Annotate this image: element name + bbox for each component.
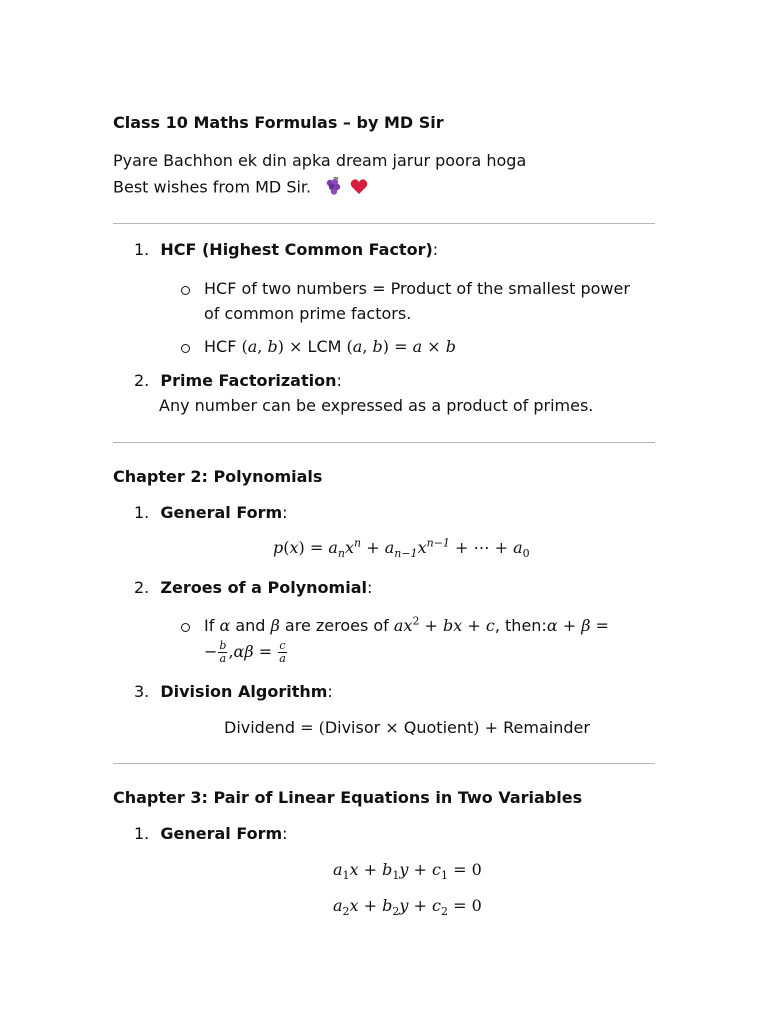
bullet-icon	[181, 623, 190, 632]
item-number: 1.	[134, 824, 150, 843]
item-number: 2.	[134, 578, 150, 597]
linear-general-form-label: General Form	[160, 824, 283, 843]
label-colon: :	[336, 371, 342, 390]
division-algorithm-item	[134, 682, 333, 701]
prime-factorization-label: Prime Factorization	[160, 371, 337, 390]
section-divider	[113, 763, 655, 764]
intro-line-2	[113, 177, 368, 199]
division-algorithm-label: Division Algorithm	[160, 682, 328, 701]
hcf-lcm-formula: HCF (a, b) × LCM (a, b) = a × b	[204, 337, 456, 356]
dividend-word: Dividend	[224, 718, 295, 737]
document-title: Class 10 Maths Formulas – by MD Sir	[113, 113, 444, 132]
label-colon: :	[366, 578, 373, 597]
and-word: and	[235, 616, 266, 635]
hcf-bullet-line-2: of common prime factors.	[204, 304, 412, 323]
divisor-word: Divisor	[324, 718, 381, 737]
then-text: , then:	[494, 616, 547, 635]
section-divider	[113, 223, 655, 224]
heart-emoji-icon	[350, 178, 368, 199]
polynomial-general-form-formula: $p(x) = a_nx^n + a_{n-1}x^{n-1}$ + ⋯ + $a_0$	[273, 536, 530, 561]
chapter-3-heading: Chapter 3: Pair of Linear Equations in Two Variables	[113, 788, 583, 807]
zeroes-formula-line-2: − $\frac{b}{a}$ ,αβ = $\frac{c}{a}$	[204, 639, 286, 665]
zeroes-label: Zeroes of a Polynomial	[160, 578, 367, 597]
prime-factorization-item	[134, 371, 342, 390]
grapes-emoji-icon	[324, 177, 342, 199]
bullet-icon	[181, 286, 190, 295]
chapter-2-heading: Chapter 2: Polynomials	[113, 467, 323, 486]
remainder-word: Remainder	[503, 718, 590, 737]
are-zeroes-text: are zeroes of	[284, 616, 389, 635]
intro-line-1: Pyare Bachhon ek din apka dream jarur poora hoga	[113, 151, 527, 170]
hcf-label: HCF (Highest Common Factor)	[160, 240, 433, 259]
hcf-item	[134, 240, 438, 259]
label-colon: :	[282, 503, 288, 522]
hcf-word: HCF	[204, 337, 237, 356]
lcm-word: LCM	[307, 337, 342, 356]
linear-equation-2: $a_2x + b_2y + c_2 = 0$	[333, 896, 482, 919]
division-algorithm-formula: Dividend = (Divisor × Quotient) + Remainder	[224, 718, 590, 737]
section-divider	[113, 442, 655, 443]
item-number: 1.	[134, 240, 150, 259]
zeroes-formula-line-1: If α and β are zeroes of $ax^2$ + bx + c, then:α + β =	[204, 614, 609, 635]
intro-line-2-text: Best wishes from MD Sir.	[113, 177, 312, 197]
hcf-bullet-line-1: HCF of two numbers = Product of the smallest power	[204, 279, 630, 298]
label-colon: :	[327, 682, 333, 701]
item-number: 1.	[134, 503, 150, 522]
zeroes-item	[134, 578, 372, 597]
label-colon: :	[432, 240, 439, 259]
general-form-label: General Form	[160, 503, 283, 522]
item-number: 2.	[134, 371, 150, 390]
linear-general-form-item	[134, 824, 288, 843]
item-number: 3.	[134, 682, 150, 701]
quotient-word: Quotient	[403, 718, 474, 737]
bullet-icon	[181, 344, 190, 353]
general-form-item	[134, 503, 288, 522]
prime-factorization-text: Any number can be expressed as a product of primes.	[159, 396, 594, 415]
if-word: If	[204, 616, 215, 635]
linear-equation-1: $a_1x + b_1y + c_1 = 0$	[333, 860, 482, 883]
label-colon: :	[282, 824, 288, 843]
